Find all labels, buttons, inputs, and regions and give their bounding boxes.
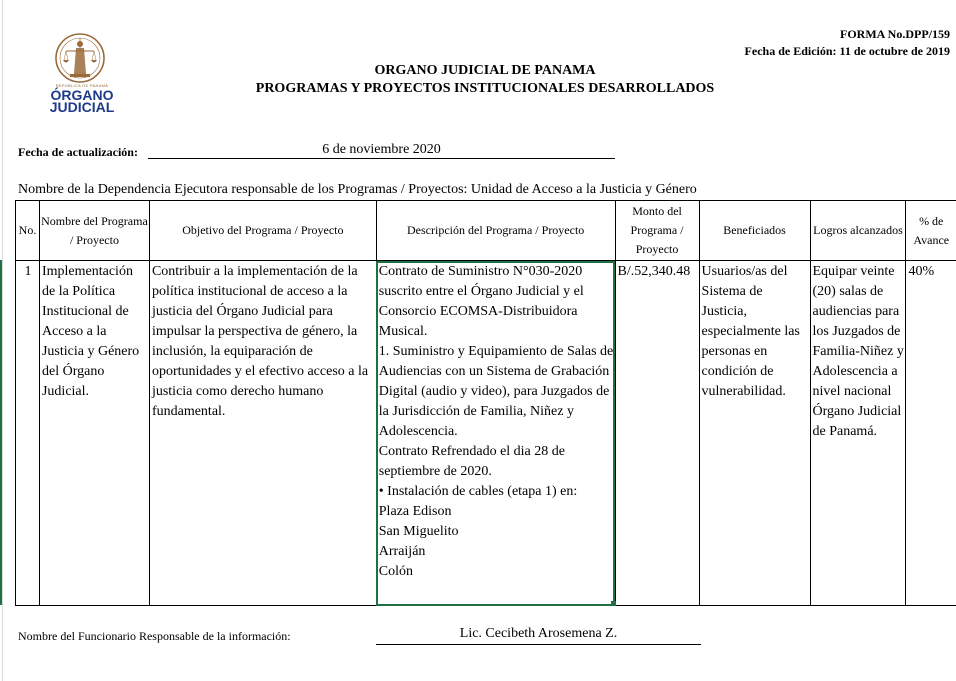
selection-fill-handle[interactable] [611, 601, 616, 606]
responsible-label: Nombre del Funcionario Responsable de la información: [18, 629, 291, 643]
header-beneficiados[interactable]: Beneficiados [699, 201, 810, 261]
cell-objetivo[interactable]: Contribuir a la implementación de la política institucional de acceso a la justicia del Órgano Judicial para impulsar la perspectiva de género, la inclusión, la equiparación de oportunidades y el efectivo acceso a la justicia como derecho humano fundamental. [149, 261, 376, 606]
header-objetivo[interactable]: Objetivo del Programa / Proyecto [149, 201, 376, 261]
cell-logros[interactable]: Equipar veinte (20) salas de audiencias para los Juzgados de Familia-Niñez y Adolescencia a nivel nacional Órgano Judicial de Panamá. [810, 261, 906, 606]
cell-avance[interactable]: 40% [906, 261, 956, 606]
update-date-label: Fecha de actualización: [18, 145, 138, 159]
descripcion-text: Contrato de Suministro N°030-2020 suscrito entre el Órgano Judicial y el Consorcio ECOMSA-Distribuidora Musical. 1. Suministro y Equipamiento de Salas de Audiencias con un Sistema de Grabación Digital (audio y video), para Juzgados de la Jurisdicción de Familia, Niñez y Adolescencia. Contrato Refrendado el dia 28 de septiembre de 2020. • Instalación de cables (etapa 1) en: Plaza Edison San Miguelito Arraiján Colón [378, 264, 614, 579]
logo-text-organo: ÓRGANO [50, 87, 114, 103]
sheet-left-edge [0, 0, 3, 681]
table-row [16, 261, 956, 606]
edition-date: Fecha de Edición: 11 de octubre de 2019 [744, 44, 950, 58]
page-subtitle: PROGRAMAS Y PROYECTOS INSTITUCIONALES DESARROLLADOS [255, 81, 715, 96]
cell-nombre[interactable]: Implementación de la Política Institucional de Acceso a la Justicia y Género del Órgano Judicial. [39, 261, 149, 606]
responsible-name[interactable]: Lic. Cecibeth Arosemena Z. [376, 626, 701, 645]
header-logros[interactable]: Logros alcanzados [810, 201, 906, 261]
page-title: ORGANO JUDICIAL DE PANAMA [374, 63, 596, 78]
dependency-line[interactable]: Nombre de la Dependencia Ejecutora responsable de los Programas / Proyectos: Unidad de Acceso a la Justicia y Género [18, 182, 697, 197]
header-nombre[interactable]: Nombre del Programa / Proyecto [39, 201, 149, 261]
header-monto[interactable]: Monto del Programa / Proyecto [615, 201, 699, 261]
cell-monto[interactable]: B/.52,340.48 [615, 261, 699, 606]
programs-table [15, 200, 956, 606]
header-descripcion[interactable]: Descripción del Programa / Proyecto [376, 201, 615, 261]
header-no[interactable]: No. [16, 201, 40, 261]
form-code: FORMA No.DPP/159 [840, 27, 950, 41]
update-date-value[interactable]: 6 de noviembre 2020 [148, 142, 615, 159]
cell-no[interactable]: 1 [16, 261, 40, 606]
cell-descripcion[interactable] [376, 261, 615, 606]
logo-text-judicial: JUDICIAL [49, 99, 115, 115]
logo-country-text: REPÚBLICA DE PANAMÁ [55, 83, 109, 88]
row-selection-marker [0, 260, 2, 605]
cell-beneficiados[interactable]: Usuarios/as del Sistema de Justicia, especialmente las personas en condición de vulnerabilidad. [699, 261, 810, 606]
header-avance[interactable]: % de Avance [906, 201, 956, 261]
table-header-row [16, 201, 956, 261]
